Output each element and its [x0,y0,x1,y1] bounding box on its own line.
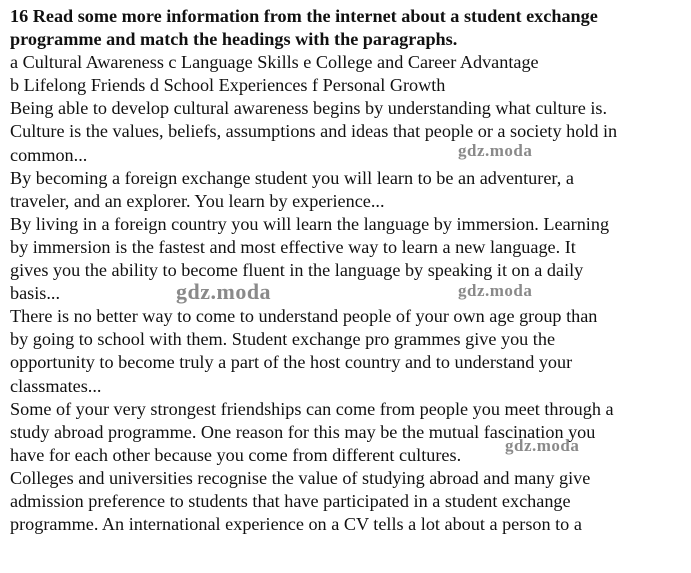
paragraph-line: study abroad programme. One reason for this may be the mutual fascination you [10,421,596,442]
paragraph-line: have for each other because you come from different cultures. [10,444,462,465]
paragraph-line: traveler, and an explorer. You learn by experience... [10,190,385,211]
paragraph-line: by immersion is the fastest and most effective way to learn a new language. It [10,236,576,257]
task-title-line-1: 16 Read some more information from the internet about a student exchange [10,6,598,26]
headings-line-1: a Cultural Awareness c Language Skills e College and Career Advantage [10,52,539,73]
paragraph-line: admission preference to students that have participated in a student exchange [10,490,571,511]
paragraph-line: Colleges and universities recognise the value of studying abroad and many give [10,467,591,488]
paragraph-line: common... [10,144,88,165]
paragraph-line: basis... [10,283,61,304]
paragraph-line: opportunity to become truly a part of the host country and to understand your [10,352,573,373]
paragraph-line: By becoming a foreign exchange student you will learn to be an adventurer, a [10,167,574,188]
paragraph-line: programme. An international experience on a CV tells a lot about a person to a [10,514,582,535]
watermark: gdz.moda [505,436,580,455]
watermark: gdz.moda [458,141,533,160]
paragraph-line: Being able to develop cultural awareness begins by understanding what culture is. [10,98,607,119]
task-title-line-2: programme and match the headings with the paragraphs. [10,29,458,50]
watermark: gdz.moda [176,279,272,304]
paragraph-line: There is no better way to come to understand people of your own age group than [10,306,598,327]
paragraph-line: Some of your very strongest friendships can come from people you meet through a [10,398,614,419]
paragraph-line: gives you the ability to become fluent in the language by speaking it on a daily [10,260,584,281]
paragraph-line: classmates... [10,375,102,396]
headings-line-2: b Lifelong Friends d School Experiences f Personal Growth [10,75,446,96]
paragraph-line: Culture is the values, beliefs, assumptions and ideas that people or a society hold in [10,121,618,142]
watermark: gdz.moda [458,281,533,300]
paragraph-line: by going to school with them. Student exchange pro grammes give you the [10,329,556,350]
exercise-page [10,5,685,536]
paragraph-line: By living in a foreign country you will learn the language by immersion. Learning [10,213,610,234]
